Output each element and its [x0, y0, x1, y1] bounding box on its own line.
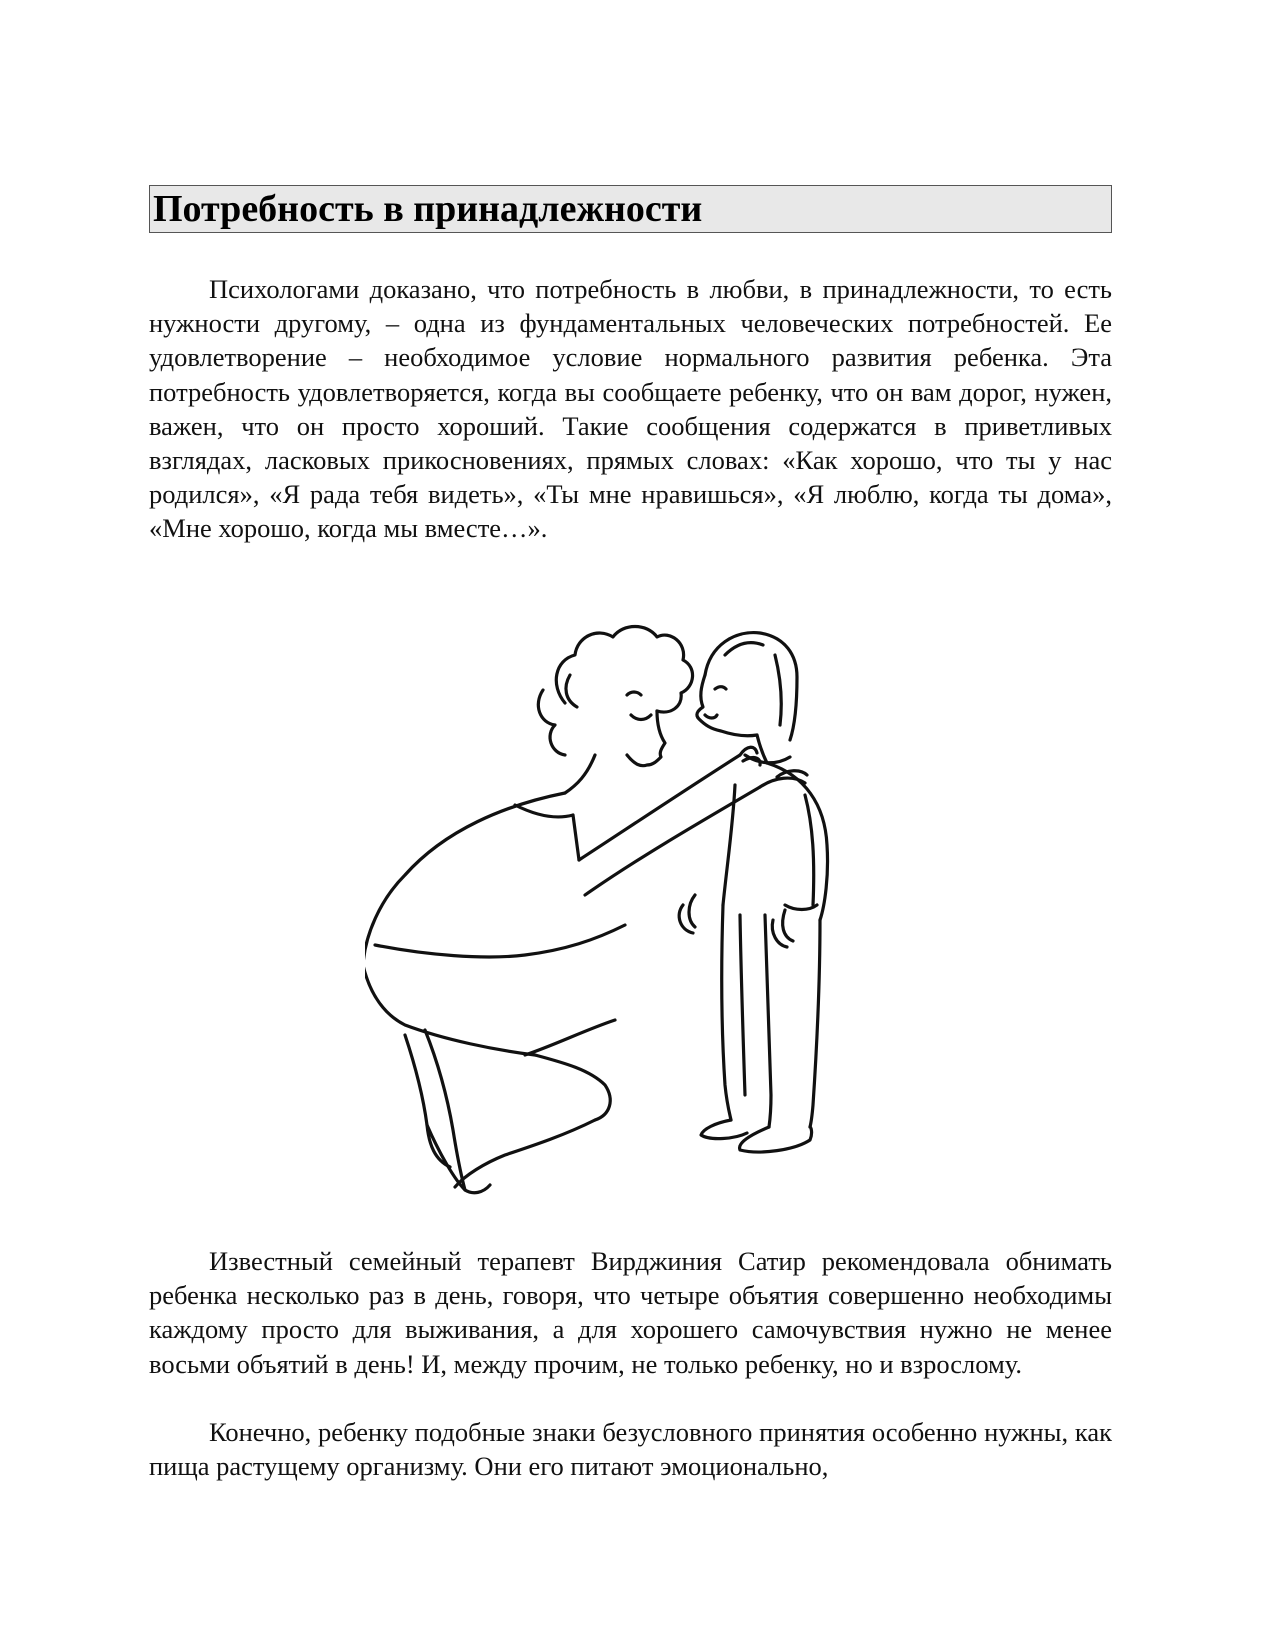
mother-hand-right: [760, 771, 807, 787]
paragraph-3: Конечно, ребенку подобные знаки безусловного принятия особенно нужны, как пища растущему организму. Они его питают эмоционально,: [149, 1417, 1112, 1482]
child-eye: [715, 687, 726, 689]
mother-arm-upper: [579, 755, 740, 860]
mother-eye: [627, 692, 641, 695]
child-sleeve: [805, 795, 814, 905]
child-stripe: [740, 915, 745, 1095]
mother-back: [365, 793, 565, 965]
mother-shoe-1: [405, 1035, 450, 1167]
paragraph-1: Психологами доказано, что потребность в любви, в принадлежности, то есть нужности другому, – одна из фундаментальных человеческих потребностей. Ее удовлетворение – необходимое условие нормального развития ребенка. Эта потребность удовлетворяется, когда вы сообщаете ребенку, что он вам дорог, нужен, важен, что он просто хороший. Такие сообщения содержатся в приветливых взглядах, ласковых прикосновениях, прямых словах: «Как хорошо, что ты у нас родился», «Я рада тебя видеть», «Ты мне нравишься», «Я люблю, когда ты дома», «Мне хорошо, когда мы вместе…».: [149, 274, 1112, 544]
child-trousers-back: [810, 920, 820, 1127]
mother-collar: [515, 805, 579, 860]
child-shoe-2: [740, 1127, 812, 1152]
child-face: [697, 675, 757, 736]
child-trousers-outer: [722, 905, 731, 1120]
child-trousers-inner: [765, 915, 771, 1127]
child-hand-right: [772, 910, 793, 947]
child-hand-left: [679, 895, 695, 933]
mother-knee: [525, 1020, 615, 1055]
child-jacket-front: [723, 785, 735, 905]
mother-waist: [375, 925, 625, 957]
child-jacket: [767, 763, 828, 920]
mother-shin: [455, 1120, 595, 1187]
mother-skirt: [365, 965, 535, 1055]
mother-neck: [565, 755, 595, 793]
child-hair-strands: [725, 643, 781, 725]
mother-mouth: [631, 715, 651, 720]
mother-hair: [556, 627, 692, 713]
child-shoe-1: [701, 1120, 747, 1139]
mother-thigh: [535, 1055, 610, 1120]
section-heading-box: [149, 185, 1112, 233]
paragraph-2: Известный семейный терапевт Вирджиния Сатир рекомендовала обнимать ребенка несколько раз в день, говоря, что четыре объятия совершенно необходимы каждому просто для выживания, а для хорошего самочувствия нужно не менее восьми объятий в день! И, между прочим, не только ребенку, но и взрослому.: [149, 1246, 1112, 1379]
mother-child-illustration: [365, 615, 890, 1215]
section-heading: Потребность в принадлежности: [153, 188, 703, 230]
child-mouth: [705, 715, 717, 718]
